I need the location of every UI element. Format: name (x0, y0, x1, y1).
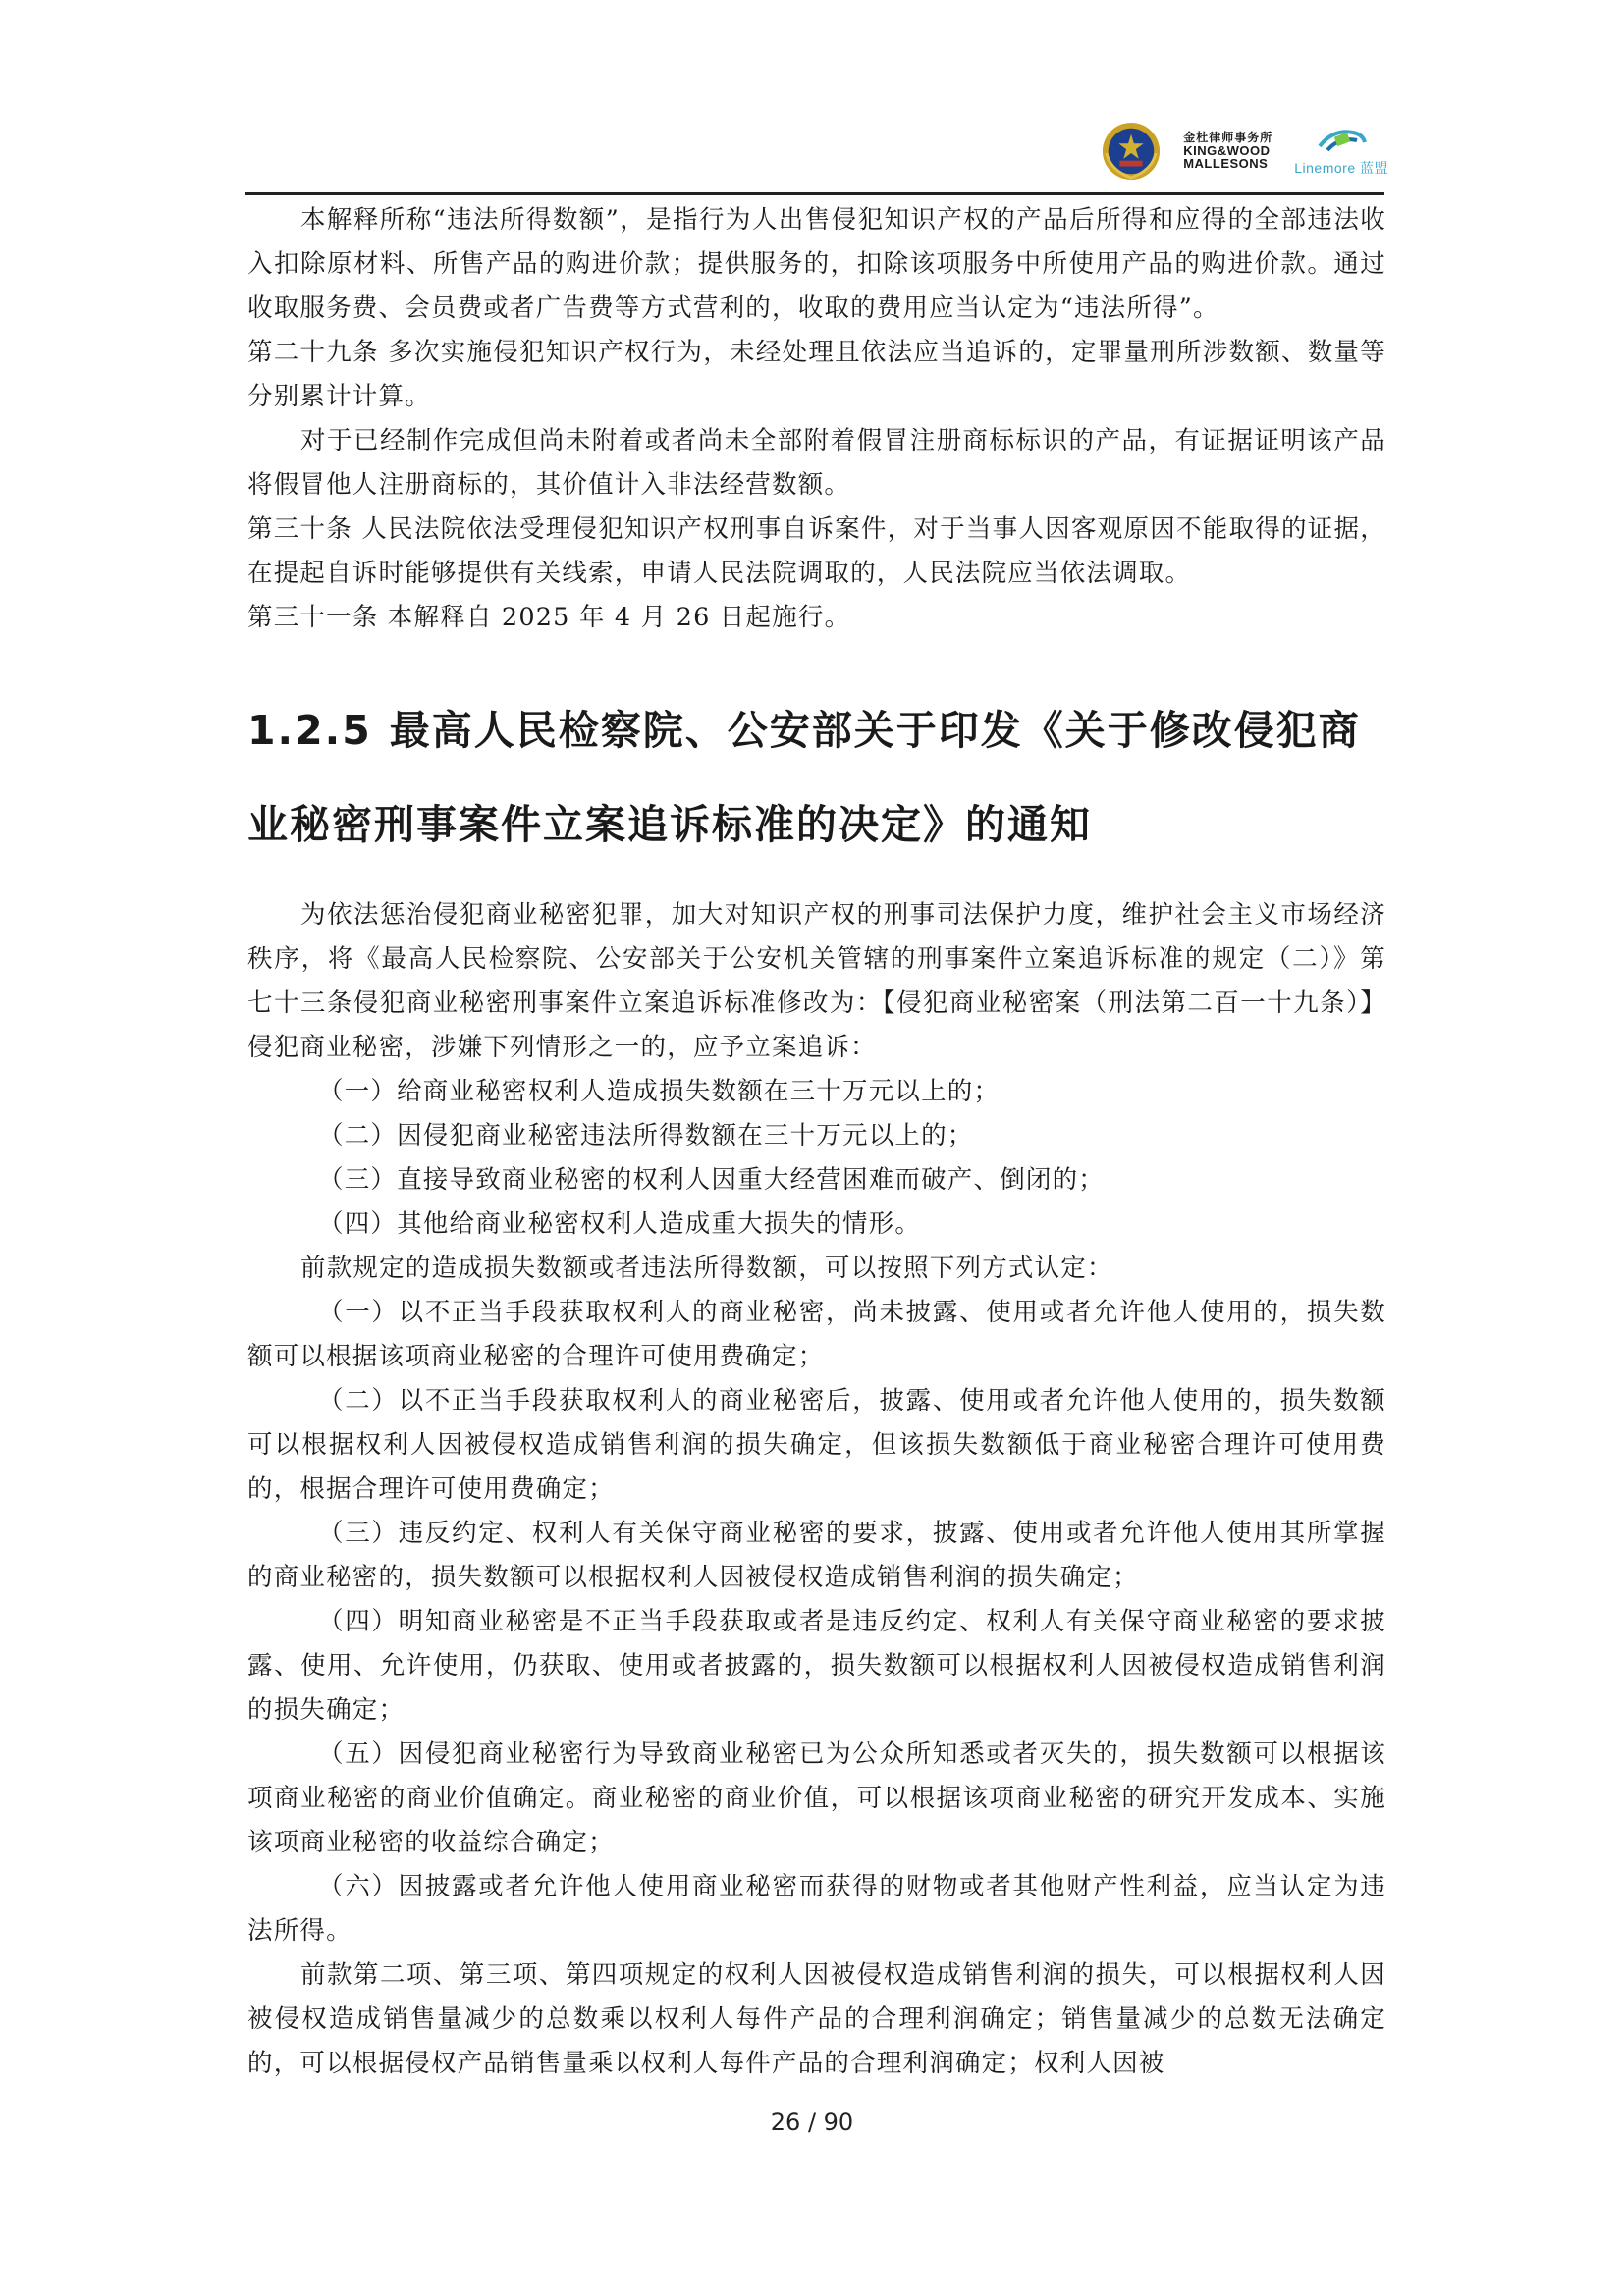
paragraph: 本解释所称“违法所得数额”，是指行为人出售侵犯知识产权的产品后所得和应得的全部违法收入扣除原材料、所售产品的购进价款；提供服务的，扣除该项服务中所使用产品的购进价款。通过收取服务费、会员费或者广告费等方式营利的，收取的费用应当认定为“违法所得”。 (247, 205, 1386, 323)
linemore-mark-icon (1314, 125, 1369, 158)
list-item: （一）以不正当手段获取权利人的商业秘密，尚未披露、使用或者允许他人使用的，损失数额可以根据该项商业秘密的合理许可使用费确定； (247, 1298, 1386, 1371)
kwm-en-name-2: MALLESONS (1183, 156, 1269, 172)
list-item: （三）违反约定、权利人有关保守商业秘密的要求，披露、使用或者允许他人使用其所掌握的商业秘密的，损失数额可以根据权利人因被侵权造成销售利润的损失确定； (247, 1519, 1386, 1592)
header-divider (245, 192, 1384, 195)
linemore-name: Linemore 蓝盟 (1294, 160, 1388, 176)
kwm-cn-name: 金杜律师事务所 (1183, 131, 1273, 145)
paragraph: 前款第二项、第三项、第四项规定的权利人因被侵权造成销售利润的损失，可以根据权利人因被侵权造成销售量减少的总数乘以权利人每件产品的合理利润确定；销售量减少的总数无法确定的，可以根据侵权产品销售量乘以权利人每件产品的合理利润确定；权利人因被 (247, 1960, 1386, 2078)
header-logos (1101, 116, 1388, 187)
kwm-en-name-1: KING&WOOD (1183, 142, 1271, 158)
section-heading (247, 683, 1386, 872)
section-title: 最高人民检察院、公安部关于印发《关于修改侵犯商业秘密刑事案件立案追诉标准的决定》的通知 (247, 707, 1361, 848)
article-29: 第二十九条 多次实施侵犯知识产权行为，未经处理且依法应当追诉的，定罪量刑所涉数额、数量等分别累计计算。 (247, 338, 1386, 411)
paragraph: 为依法惩治侵犯商业秘密犯罪，加大对知识产权的刑事司法保护力度，维护社会主义市场经济秩序，将《最高人民检察院、公安部关于公安机关管辖的刑事案件立案追诉标准的规定（二）》第七十三条侵犯商业秘密刑事案件立案追诉标准修改为：【侵犯商业秘密案（刑法第二百一十九条）】 侵犯商业秘密，涉嫌下列情形之一的，应予立案追诉： (247, 900, 1386, 1062)
linemore-logo (1294, 125, 1388, 178)
list-item: （二）因侵犯商业秘密违法所得数额在三十万元以上的； (318, 1121, 974, 1150)
list-item: （四）明知商业秘密是不正当手段获取或者是违反约定、权利人有关保守商业秘密的要求披露、使用、允许使用，仍获取、使用或者披露的，损失数额可以根据权利人因被侵权造成销售利润的损失确定； (247, 1607, 1386, 1725)
list-item: （六）因披露或者允许他人使用商业秘密而获得的财物或者其他财产性利益，应当认定为违法所得。 (247, 1872, 1386, 1946)
article-31: 第三十一条 本解释自 2025 年 4 月 26 日起施行。 (247, 603, 851, 632)
paragraph: 前款规定的造成损失数额或者违法所得数额，可以按照下列方式认定： (300, 1254, 1113, 1283)
list-item: （三）直接导致商业秘密的权利人因重大经营困难而破产、倒闭的； (318, 1165, 1106, 1195)
section-number: 1.2.5 (247, 707, 372, 754)
list-item: （四）其他给商业秘密权利人造成重大损失的情形。 (318, 1209, 922, 1239)
police-emblem-icon (1101, 121, 1162, 182)
document-body (247, 198, 1386, 2086)
page-number: 26 / 90 (770, 2109, 854, 2136)
list-item: （二）以不正当手段获取权利人的商业秘密后，披露、使用或者允许他人使用的，损失数额可以根据权利人因被侵权造成销售利润的损失确定，但该损失数额低于商业秘密合理许可使用费的，根据合理许可使用费确定； (247, 1386, 1386, 1504)
list-item: （一）给商业秘密权利人造成损失数额在三十万元以上的； (318, 1077, 1001, 1106)
kwm-logo (1183, 132, 1272, 171)
list-item: （五）因侵犯商业秘密行为导致商业秘密已为公众所知悉或者灭失的，损失数额可以根据该项商业秘密的商业价值确定。商业秘密的商业价值，可以根据该项商业秘密的研究开发成本、实施该项商业秘密的收益综合确定； (247, 1739, 1386, 1857)
article-30: 第三十条 人民法院依法受理侵犯知识产权刑事自诉案件，对于当事人因客观原因不能取得的证据，在提起自诉时能够提供有关线索，申请人民法院调取的，人民法院应当依法调取。 (247, 514, 1386, 588)
paragraph: 对于已经制作完成但尚未附着或者尚未全部附着假冒注册商标标识的产品，有证据证明该产品将假冒他人注册商标的，其价值计入非法经营数额。 (247, 426, 1386, 500)
